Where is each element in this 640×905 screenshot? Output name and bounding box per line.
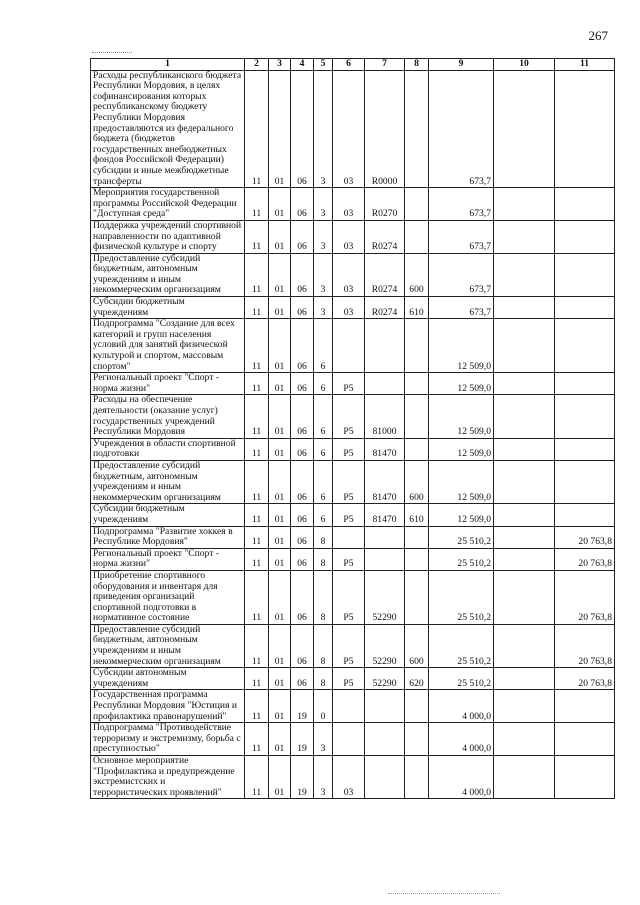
code-cell bbox=[494, 548, 555, 570]
code-cell: 600 bbox=[405, 253, 429, 296]
code-cell bbox=[494, 460, 555, 503]
table-row bbox=[91, 668, 615, 690]
code-cell: 06 bbox=[291, 668, 314, 690]
code-cell: 19 bbox=[291, 723, 314, 756]
table-row bbox=[91, 70, 615, 188]
code-cell: 8 bbox=[314, 548, 333, 570]
code-cell: 01 bbox=[269, 188, 291, 221]
code-cell bbox=[405, 70, 429, 188]
row-name-cell: Государственная программа Республики Мордовия "Юстиция и профилактика правонарушений" bbox=[91, 690, 245, 723]
code-cell: 03 bbox=[333, 220, 365, 253]
code-cell: 52290 bbox=[365, 668, 405, 690]
code-cell: 11 bbox=[245, 756, 269, 799]
amount-2-cell bbox=[555, 297, 615, 319]
code-cell: 81470 bbox=[365, 460, 405, 503]
code-cell: 11 bbox=[245, 570, 269, 624]
amount-2-cell: 20 763,8 bbox=[555, 570, 615, 624]
code-cell: 01 bbox=[269, 504, 291, 526]
row-name-cell: Субсидии бюджетным учреждениям bbox=[91, 504, 245, 526]
code-cell: 3 bbox=[314, 220, 333, 253]
code-cell bbox=[405, 438, 429, 460]
code-cell: R0000 bbox=[365, 70, 405, 188]
code-cell bbox=[365, 723, 405, 756]
code-cell: P5 bbox=[333, 438, 365, 460]
code-cell: 01 bbox=[269, 548, 291, 570]
code-cell: 01 bbox=[269, 297, 291, 319]
code-cell: 06 bbox=[291, 395, 314, 438]
code-cell: 6 bbox=[314, 438, 333, 460]
table-row bbox=[91, 253, 615, 296]
code-cell: 11 bbox=[245, 690, 269, 723]
amount-cell: 673,7 bbox=[429, 220, 494, 253]
code-cell: 01 bbox=[269, 723, 291, 756]
code-cell bbox=[494, 668, 555, 690]
amount-cell: 25 510,2 bbox=[429, 548, 494, 570]
amount-cell: 12 509,0 bbox=[429, 438, 494, 460]
table-body bbox=[91, 70, 615, 799]
amount-cell: 673,7 bbox=[429, 253, 494, 296]
amount-2-cell: 20 763,8 bbox=[555, 548, 615, 570]
code-cell: 600 bbox=[405, 624, 429, 667]
amount-2-cell bbox=[555, 253, 615, 296]
row-name-cell: Предоставление субсидий бюджетным, автономным учреждениям и иным некоммерческим организациям bbox=[91, 253, 245, 296]
amount-cell: 25 510,2 bbox=[429, 570, 494, 624]
code-cell: 06 bbox=[291, 373, 314, 395]
amount-cell: 12 509,0 bbox=[429, 395, 494, 438]
amount-2-cell bbox=[555, 188, 615, 221]
code-cell bbox=[333, 319, 365, 373]
code-cell: 3 bbox=[314, 253, 333, 296]
code-cell: 06 bbox=[291, 460, 314, 503]
code-cell: 6 bbox=[314, 373, 333, 395]
code-cell: 06 bbox=[291, 548, 314, 570]
code-cell: 11 bbox=[245, 319, 269, 373]
code-cell: P5 bbox=[333, 668, 365, 690]
code-cell bbox=[365, 690, 405, 723]
amount-2-cell bbox=[555, 395, 615, 438]
code-cell bbox=[365, 526, 405, 548]
row-name-cell: Подпрограмма "Развитие хоккея в Республике Мордовия" bbox=[91, 526, 245, 548]
code-cell: 01 bbox=[269, 570, 291, 624]
table-row bbox=[91, 395, 615, 438]
amount-2-cell bbox=[555, 373, 615, 395]
code-cell bbox=[494, 570, 555, 624]
table-row bbox=[91, 373, 615, 395]
row-name-cell: Мероприятия государственной программы Российской Федерации "Доступная среда" bbox=[91, 188, 245, 221]
code-cell: R0274 bbox=[365, 297, 405, 319]
code-cell: 11 bbox=[245, 624, 269, 667]
table-row bbox=[91, 570, 615, 624]
header-row bbox=[91, 59, 615, 71]
code-cell bbox=[405, 188, 429, 221]
amount-2-cell: 20 763,8 bbox=[555, 526, 615, 548]
code-cell: 03 bbox=[333, 253, 365, 296]
code-cell: 03 bbox=[333, 756, 365, 799]
code-cell: P5 bbox=[333, 570, 365, 624]
code-cell: 11 bbox=[245, 188, 269, 221]
code-cell: 11 bbox=[245, 253, 269, 296]
column-header: 7 bbox=[365, 59, 405, 71]
amount-2-cell bbox=[555, 438, 615, 460]
amount-cell: 673,7 bbox=[429, 188, 494, 221]
code-cell: 11 bbox=[245, 548, 269, 570]
row-name-cell: Основное мероприятие "Профилактика и предупреждение экстремистских и террористических проявлений" bbox=[91, 756, 245, 799]
code-cell: 3 bbox=[314, 188, 333, 221]
budget-table bbox=[90, 58, 615, 799]
row-name-cell: Расходы республиканского бюджета Республики Мордовия, в целях софинансирования которых республиканскому бюджету Республики Мордовия предоставляются из федерального бюджета (бюджетов государственных внебюджетных фондов Российской Федерации) субсидии и иные межбюджетные трансферты bbox=[91, 70, 245, 188]
code-cell: 06 bbox=[291, 570, 314, 624]
code-cell: 06 bbox=[291, 220, 314, 253]
code-cell bbox=[494, 319, 555, 373]
row-name-cell: Региональный проект "Спорт - норма жизни" bbox=[91, 373, 245, 395]
code-cell: 600 bbox=[405, 460, 429, 503]
code-cell: 11 bbox=[245, 70, 269, 188]
code-cell: 620 bbox=[405, 668, 429, 690]
code-cell bbox=[494, 70, 555, 188]
code-cell bbox=[405, 395, 429, 438]
code-cell: P5 bbox=[333, 504, 365, 526]
code-cell bbox=[333, 526, 365, 548]
row-name-cell: Поддержка учреждений спортивной направленности по адаптивной физической культуре и спорту bbox=[91, 220, 245, 253]
column-header: 5 bbox=[314, 59, 333, 71]
code-cell: 19 bbox=[291, 690, 314, 723]
code-cell: 81000 bbox=[365, 395, 405, 438]
code-cell: 11 bbox=[245, 723, 269, 756]
code-cell bbox=[365, 373, 405, 395]
code-cell: 01 bbox=[269, 220, 291, 253]
code-cell: 610 bbox=[405, 504, 429, 526]
code-cell: 03 bbox=[333, 297, 365, 319]
code-cell bbox=[333, 723, 365, 756]
code-cell: 06 bbox=[291, 319, 314, 373]
code-cell bbox=[405, 526, 429, 548]
column-header: 1 bbox=[91, 59, 245, 71]
amount-cell: 4 000,0 bbox=[429, 690, 494, 723]
code-cell: 8 bbox=[314, 668, 333, 690]
code-cell: 01 bbox=[269, 668, 291, 690]
code-cell: 01 bbox=[269, 373, 291, 395]
code-cell bbox=[494, 297, 555, 319]
table-row bbox=[91, 504, 615, 526]
table-row bbox=[91, 690, 615, 723]
amount-2-cell bbox=[555, 460, 615, 503]
code-cell: 81470 bbox=[365, 504, 405, 526]
code-cell: P5 bbox=[333, 460, 365, 503]
row-name-cell: Предоставление субсидий бюджетным, автономным учреждениям и иным некоммерческим организациям bbox=[91, 460, 245, 503]
table-row bbox=[91, 438, 615, 460]
code-cell: P5 bbox=[333, 624, 365, 667]
code-cell: 81470 bbox=[365, 438, 405, 460]
table-row bbox=[91, 319, 615, 373]
amount-2-cell bbox=[555, 319, 615, 373]
code-cell: 3 bbox=[314, 297, 333, 319]
code-cell bbox=[405, 373, 429, 395]
code-cell: 06 bbox=[291, 504, 314, 526]
code-cell: 11 bbox=[245, 373, 269, 395]
code-cell: 6 bbox=[314, 504, 333, 526]
amount-cell: 12 509,0 bbox=[429, 460, 494, 503]
code-cell bbox=[365, 548, 405, 570]
code-cell: 01 bbox=[269, 319, 291, 373]
code-cell: 52290 bbox=[365, 570, 405, 624]
amount-cell: 4 000,0 bbox=[429, 723, 494, 756]
code-cell: 01 bbox=[269, 756, 291, 799]
code-cell: 01 bbox=[269, 690, 291, 723]
code-cell bbox=[405, 220, 429, 253]
code-cell: 06 bbox=[291, 526, 314, 548]
code-cell bbox=[494, 373, 555, 395]
code-cell bbox=[494, 690, 555, 723]
code-cell: 8 bbox=[314, 570, 333, 624]
code-cell: R0274 bbox=[365, 220, 405, 253]
code-cell: 11 bbox=[245, 220, 269, 253]
footer-line bbox=[388, 893, 500, 894]
code-cell: 01 bbox=[269, 395, 291, 438]
amount-2-cell bbox=[555, 220, 615, 253]
code-cell bbox=[494, 756, 555, 799]
column-header: 11 bbox=[555, 59, 615, 71]
code-cell bbox=[494, 723, 555, 756]
row-name-cell: Предоставление субсидий бюджетным, автономным учреждениям и иным некоммерческим организациям bbox=[91, 624, 245, 667]
row-name-cell: Субсидии автономным учреждениям bbox=[91, 668, 245, 690]
code-cell bbox=[365, 319, 405, 373]
table-row bbox=[91, 723, 615, 756]
amount-cell: 4 000,0 bbox=[429, 756, 494, 799]
code-cell: 11 bbox=[245, 504, 269, 526]
amount-2-cell bbox=[555, 504, 615, 526]
column-header: 6 bbox=[333, 59, 365, 71]
code-cell: 6 bbox=[314, 395, 333, 438]
table-row bbox=[91, 297, 615, 319]
code-cell bbox=[494, 624, 555, 667]
code-cell bbox=[494, 526, 555, 548]
amount-cell: 25 510,2 bbox=[429, 668, 494, 690]
amount-cell: 25 510,2 bbox=[429, 624, 494, 667]
page-number: 267 bbox=[588, 28, 608, 43]
code-cell: 11 bbox=[245, 438, 269, 460]
code-cell: P5 bbox=[333, 395, 365, 438]
code-cell: 3 bbox=[314, 723, 333, 756]
column-header: 8 bbox=[405, 59, 429, 71]
code-cell: P5 bbox=[333, 548, 365, 570]
code-cell: 06 bbox=[291, 188, 314, 221]
amount-2-cell bbox=[555, 756, 615, 799]
table-row bbox=[91, 548, 615, 570]
code-cell: 0 bbox=[314, 690, 333, 723]
table-row bbox=[91, 460, 615, 503]
row-name-cell: Региональный проект "Спорт - норма жизни" bbox=[91, 548, 245, 570]
column-header: 2 bbox=[245, 59, 269, 71]
table-row bbox=[91, 188, 615, 221]
code-cell: 52290 bbox=[365, 624, 405, 667]
code-cell bbox=[405, 756, 429, 799]
column-header: 9 bbox=[429, 59, 494, 71]
amount-2-cell bbox=[555, 70, 615, 188]
code-cell: 11 bbox=[245, 460, 269, 503]
code-cell: 06 bbox=[291, 253, 314, 296]
code-cell: 8 bbox=[314, 624, 333, 667]
row-name-cell: Подпрограмма "Создание для всех категорий и групп населения условий для занятий физической культурой и спортом, массовым спортом" bbox=[91, 319, 245, 373]
column-header: 10 bbox=[494, 59, 555, 71]
code-cell: 6 bbox=[314, 319, 333, 373]
amount-2-cell: 20 763,8 bbox=[555, 668, 615, 690]
code-cell: 3 bbox=[314, 756, 333, 799]
code-cell: 03 bbox=[333, 188, 365, 221]
code-cell bbox=[405, 690, 429, 723]
code-cell bbox=[494, 504, 555, 526]
column-header: 3 bbox=[269, 59, 291, 71]
row-name-cell: Подпрограмма "Противодействие терроризму и экстремизму, борьба с преступностью" bbox=[91, 723, 245, 756]
code-cell bbox=[405, 319, 429, 373]
code-cell: 06 bbox=[291, 297, 314, 319]
code-cell: 01 bbox=[269, 438, 291, 460]
code-cell bbox=[333, 690, 365, 723]
code-cell bbox=[405, 570, 429, 624]
amount-cell: 12 509,0 bbox=[429, 319, 494, 373]
code-cell bbox=[494, 395, 555, 438]
code-cell bbox=[405, 723, 429, 756]
amount-2-cell bbox=[555, 723, 615, 756]
code-cell bbox=[494, 220, 555, 253]
code-cell: 8 bbox=[314, 526, 333, 548]
code-cell bbox=[494, 438, 555, 460]
code-cell: 06 bbox=[291, 70, 314, 188]
code-cell: 01 bbox=[269, 70, 291, 188]
amount-2-cell bbox=[555, 690, 615, 723]
code-cell: 3 bbox=[314, 70, 333, 188]
code-cell bbox=[365, 756, 405, 799]
table-row bbox=[91, 526, 615, 548]
code-cell: 01 bbox=[269, 253, 291, 296]
row-name-cell: Субсидии бюджетным учреждениям bbox=[91, 297, 245, 319]
code-cell: 610 bbox=[405, 297, 429, 319]
amount-2-cell: 20 763,8 bbox=[555, 624, 615, 667]
table-row bbox=[91, 220, 615, 253]
code-cell: P5 bbox=[333, 373, 365, 395]
code-cell: 01 bbox=[269, 624, 291, 667]
amount-cell: 673,7 bbox=[429, 297, 494, 319]
code-cell: 11 bbox=[245, 526, 269, 548]
column-header: 4 bbox=[291, 59, 314, 71]
table-row bbox=[91, 624, 615, 667]
code-cell: 11 bbox=[245, 395, 269, 438]
code-cell: 11 bbox=[245, 297, 269, 319]
amount-cell: 25 510,2 bbox=[429, 526, 494, 548]
code-cell bbox=[494, 253, 555, 296]
code-cell: 11 bbox=[245, 668, 269, 690]
code-cell bbox=[405, 548, 429, 570]
amount-cell: 673,7 bbox=[429, 70, 494, 188]
code-cell: 01 bbox=[269, 460, 291, 503]
code-cell: 19 bbox=[291, 756, 314, 799]
table-row bbox=[91, 756, 615, 799]
corner-mark bbox=[92, 52, 132, 53]
row-name-cell: Учреждения в области спортивной подготовки bbox=[91, 438, 245, 460]
row-name-cell: Расходы на обеспечение деятельности (оказание услуг) государственных учреждений Республики Мордовия bbox=[91, 395, 245, 438]
code-cell: R0270 bbox=[365, 188, 405, 221]
row-name-cell: Приобретение спортивного оборудования и инвентаря для приведения организаций спортивной подготовки в нормативное состояние bbox=[91, 570, 245, 624]
code-cell: 06 bbox=[291, 438, 314, 460]
code-cell: R0274 bbox=[365, 253, 405, 296]
code-cell: 03 bbox=[333, 70, 365, 188]
code-cell: 01 bbox=[269, 526, 291, 548]
code-cell: 6 bbox=[314, 460, 333, 503]
code-cell bbox=[494, 188, 555, 221]
amount-cell: 12 509,0 bbox=[429, 504, 494, 526]
amount-cell: 12 509,0 bbox=[429, 373, 494, 395]
code-cell: 06 bbox=[291, 624, 314, 667]
